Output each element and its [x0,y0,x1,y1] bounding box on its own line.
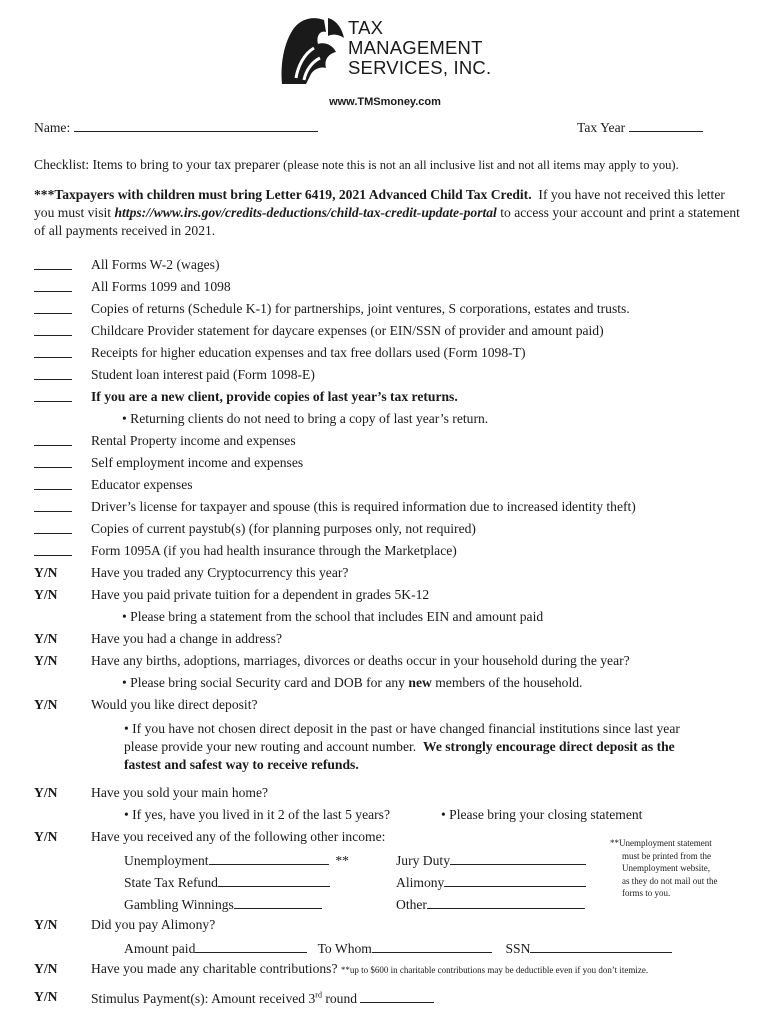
yn-crypto[interactable]: Y/N [34,565,58,580]
list-item: Student loan interest paid (Form 1098-E) [91,367,315,382]
jury-duty-input-line[interactable] [450,851,586,865]
checkbox-line[interactable] [34,367,72,380]
name-field [34,118,318,136]
checkbox-line[interactable] [34,543,72,556]
ssn-input-line[interactable] [530,939,672,953]
tuition-note: • Please bring a statement from the school that includes EIN and amount paid [122,609,544,624]
yn-home[interactable]: Y/N [34,785,58,800]
alimony-received-field: Alimony [396,873,586,891]
alimony-input-line[interactable] [444,873,586,887]
state-refund-field: State Tax Refund [124,873,330,891]
checkbox-line[interactable] [34,477,72,490]
yn-pay-alimony[interactable]: Y/N [34,917,58,932]
list-item: Receipts for higher education expenses and tax free dollars used (Form 1098-T) [91,345,526,360]
question-births: Have any births, adoptions, marriages, divorces or deaths occur in your household during the year? [91,653,630,668]
company-logo-icon [276,14,348,90]
checkbox-line[interactable] [34,455,72,468]
amount-paid-input-line[interactable] [195,939,307,953]
list-item: Educator expenses [91,477,193,492]
question-crypto: Have you traded any Cryptocurrency this year? [91,565,349,580]
list-item: Form 1095A (if you had health insurance through the Marketplace) [91,543,457,558]
question-deposit: Would you like direct deposit? [91,697,258,712]
yn-births[interactable]: Y/N [34,653,58,668]
yn-charity[interactable]: Y/N [34,961,58,976]
checkbox-line[interactable] [34,433,72,446]
yn-stimulus[interactable]: Y/N [34,989,58,1004]
question-other-income: Have you received any of the following other income: [91,829,386,844]
yn-address[interactable]: Y/N [34,631,58,646]
other-input-line[interactable] [427,895,585,909]
gambling-input-line[interactable] [234,895,322,909]
checkbox-line[interactable] [34,301,72,314]
question-stimulus: Stimulus Payment(s): Amount received 3rd round [91,989,434,1007]
unemployment-input-line[interactable] [209,851,329,865]
tax-year-label: Tax Year [577,120,626,135]
checkbox-line[interactable] [34,257,72,270]
to-whom-input-line[interactable] [372,939,492,953]
list-item: Childcare Provider statement for daycare expenses (or EIN/SSN of provider and amount paid) [91,323,604,338]
jury-duty-field: Jury Duty [396,851,586,869]
state-refund-input-line[interactable] [218,873,330,887]
question-address: Have you had a change in address? [91,631,282,646]
checkbox-line[interactable] [34,345,72,358]
deposit-note: • If you have not chosen direct deposit in the past or have changed financial institutions since last year please provide your new routing and account number. We strongly encourage direct deposit as the fastest and safest way to receive refunds. [124,721,680,772]
question-charity: Have you made any charitable contributions? **up to $600 in charitable contributions may be deductible even if you don’t itemize. [91,961,649,976]
list-item: Self employment income and expenses [91,455,304,470]
checkbox-line[interactable] [34,323,72,336]
checklist-intro: Checklist: Items to bring to your tax preparer (please note this is not an all inclusive list and not all items may apply to you). [34,157,679,172]
name-label: Name: [34,120,71,135]
question-pay-alimony: Did you pay Alimony? [91,917,216,932]
yn-tuition[interactable]: Y/N [34,587,58,602]
other-income-field: Other [396,895,585,913]
list-item: Copies of returns (Schedule K-1) for partnerships, joint ventures, S corporations, estates and trusts. [91,301,630,316]
child-credit-notice: ***Taxpayers with children must bring Letter 6419, 2021 Advanced Child Tax Credit. If you have not received this letter you must visit https://www.irs.gov/credits-deductions/child-tax-credit-update-portal to access your account and print a statement of all payments received in 2021. [34,187,740,238]
home-note-closing: • Please bring your closing statement [441,807,643,822]
checkbox-line[interactable] [34,499,72,512]
unemployment-field: Unemployment ** [124,853,349,868]
question-home: Have you sold your main home? [91,785,269,800]
name-input-line[interactable] [74,118,318,132]
list-item: All Forms 1099 and 1098 [91,279,231,294]
unemployment-footnote: **Unemployment statement must be printed from the Unemployment website, as they do not mail out the forms to you. [610,838,718,898]
list-item: All Forms W-2 (wages) [91,257,220,272]
home-note-years: • If yes, have you lived in it 2 of the last 5 years? [124,807,390,822]
list-item: Copies of current paystub(s) (for planning purposes only, not required) [91,521,476,536]
yn-deposit[interactable]: Y/N [34,697,58,712]
checkbox-line[interactable] [34,279,72,292]
checkbox-line[interactable] [34,389,72,402]
births-note: • Please bring social Security card and DOB for any new members of the household. [122,675,583,690]
tax-year-input-line[interactable] [629,118,703,132]
list-item: Driver’s license for taxpayer and spouse (this is required information due to increased identity theft) [91,499,636,514]
stimulus-amount-input-line[interactable] [360,989,434,1003]
list-item: If you are a new client, provide copies of last year’s tax returns. [91,389,458,404]
returning-clients-note: • Returning clients do not need to bring a copy of last year’s return. [122,411,489,426]
gambling-field: Gambling Winnings [124,895,322,913]
question-tuition: Have you paid private tuition for a dependent in grades 5K-12 [91,587,430,602]
yn-other-income[interactable]: Y/N [34,829,58,844]
company-name: TAX MANAGEMENT SERVICES, INC. [348,17,492,78]
website-url: www.TMSmoney.com [329,96,441,108]
alimony-paid-fields: Amount paid To Whom SSN [124,939,672,957]
irs-portal-link[interactable]: https://www.irs.gov/credits-deductions/child-tax-credit-update-portal [114,205,497,220]
tax-year-field [577,118,703,136]
list-item: Rental Property income and expenses [91,433,296,448]
checkbox-line[interactable] [34,521,72,534]
